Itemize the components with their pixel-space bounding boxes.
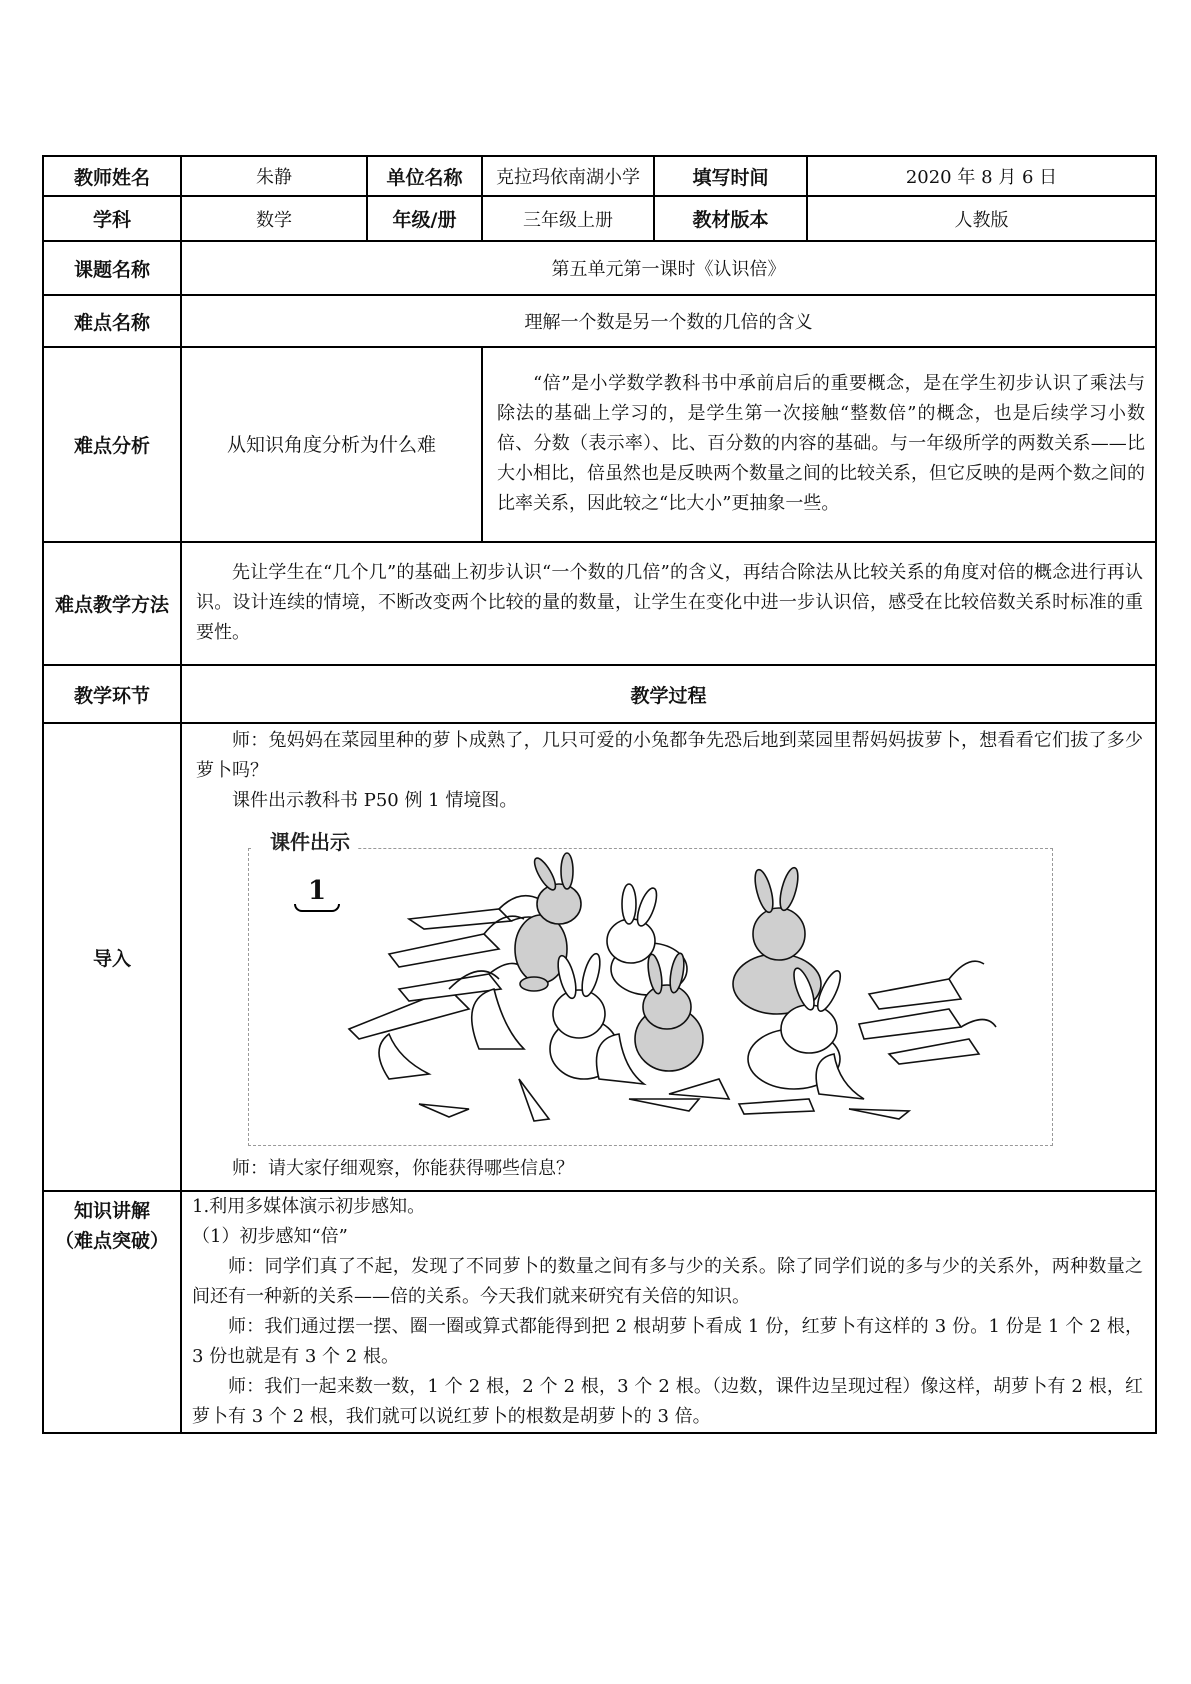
textbook-label: 教材版本 [654, 196, 807, 241]
textbook-value: 人教版 [807, 196, 1156, 241]
grade-value: 三年级上册 [482, 196, 654, 241]
process-title: 教学过程 [181, 665, 1156, 723]
intro-label: 导入 [43, 723, 181, 1191]
carrot-pile-right [859, 961, 996, 1064]
analysis-text-cell [482, 347, 1156, 542]
knowledge-paragraph-3: 师：我们一起来数一数，1 个 2 根，2 个 2 根，3 个 2 根。（边数，课件边呈现过程）像这样，胡萝卜有 2 根，红萝卜有 3 个 2 根，我们就可以说红萝卜的根数是胡萝卜的 3 倍。 [192, 1376, 1143, 1427]
analysis-text: “倍”是小学数学教科书中承前启后的重要概念，是在学生初步认识了乘法与除法的基础上学习的，是学生第一次接触“整数倍”的概念，也是后续学习小数倍、分数（表示率）、比、百分数的内容的基础。与一年级所学的两数关系——比大小相比，倍虽然也是反映两个数量之间的比较关系，但它反映的是两个数之间的比率关系，因此较之“比大小”更抽象一些。 [497, 372, 1145, 514]
unit-label: 单位名称 [367, 156, 482, 196]
row-subject [43, 196, 1156, 241]
topic-value: 第五单元第一课时《认识倍》 [181, 241, 1156, 295]
illustration-frame [248, 848, 1053, 1146]
difficulty-label: 难点名称 [43, 295, 181, 347]
intro-paragraph-2: 课件出示教科书 P50 例 1 情境图。 [232, 790, 518, 811]
row-knowledge [43, 1191, 1156, 1433]
row-method [43, 542, 1156, 665]
row-teacher [43, 156, 1156, 196]
courseware-label: 课件出示 [252, 826, 358, 855]
row-analysis [43, 347, 1156, 542]
knowledge-paragraph-2: 师：我们通过摆一摆、圈一圈或算式都能得到把 2 根胡萝卜看成 1 份，红萝卜有这样的 3 份。1 份是 1 个 2 根，3 份也就是有 3 个 2 根。 [192, 1316, 1143, 1367]
difficulty-value: 理解一个数是另一个数的几倍的含义 [181, 295, 1156, 347]
row-topic [43, 241, 1156, 295]
date-value: 2020 年 8 月 6 日 [807, 156, 1156, 196]
row-process-header [43, 665, 1156, 723]
intro-content [181, 723, 1156, 1191]
example-number-badge: 1 [298, 874, 336, 908]
subject-value: 数学 [181, 196, 367, 241]
knowledge-label: 知识讲解 [73, 1200, 150, 1222]
grade-label: 年级/册 [367, 196, 482, 241]
knowledge-label-cell [43, 1191, 181, 1433]
row-difficulty [43, 295, 1156, 347]
process-stage-label: 教学环节 [43, 665, 181, 723]
knowledge-sublabel: （难点突破） [54, 1230, 169, 1252]
analysis-sub-label: 从知识角度分析为什么难 [226, 433, 436, 456]
row-intro [43, 723, 1156, 1191]
intro-paragraph-3: 师：请大家仔细观察，你能获得哪些信息？ [232, 1158, 574, 1179]
method-text: 先让学生在“几个几”的基础上初步认识“一个数的几倍”的含义，再结合除法从比较关系的角度对倍的概念进行再认识。设计连续的情境，不断改变两个比较的量的数量，让学生在变化中进一步认识倍，感受在比较倍数关系时标准的重要性。 [196, 561, 1143, 643]
lesson-plan-table [42, 155, 1157, 1434]
topic-label: 课题名称 [43, 241, 181, 295]
date-label: 填写时间 [654, 156, 807, 196]
knowledge-paragraph-1: 师：同学们真了不起，发现了不同萝卜的数量之间有多与少的关系。除了同学们说的多与少的关系外，两种数量之间还有一种新的关系——倍的关系。今天我们就来研究有关倍的知识。 [192, 1256, 1143, 1307]
knowledge-line-2: （1）初步感知“倍” [192, 1226, 348, 1247]
unit-value: 克拉玛依南湖小学 [482, 156, 654, 196]
method-text-cell [181, 542, 1156, 665]
method-label: 难点教学方法 [43, 542, 181, 665]
courseware-illustration [248, 826, 1053, 1146]
intro-paragraph-1: 师：兔妈妈在菜园里种的萝卜成熟了，几只可爱的小兔都争先恐后地到菜园里帮妈妈拔萝卜，想看看它们拔了多少萝卜吗？ [196, 730, 1143, 781]
subject-label: 学科 [43, 196, 181, 241]
rabbits-carrots-image [249, 849, 1052, 1145]
knowledge-line-1: 1.利用多媒体演示初步感知。 [192, 1196, 426, 1217]
teacher-label: 教师姓名 [43, 156, 181, 196]
carrot-pile-left [349, 896, 546, 1039]
analysis-sub-cell [181, 347, 482, 542]
analysis-label: 难点分析 [43, 347, 181, 542]
knowledge-content [181, 1191, 1156, 1433]
teacher-value: 朱静 [181, 156, 367, 196]
